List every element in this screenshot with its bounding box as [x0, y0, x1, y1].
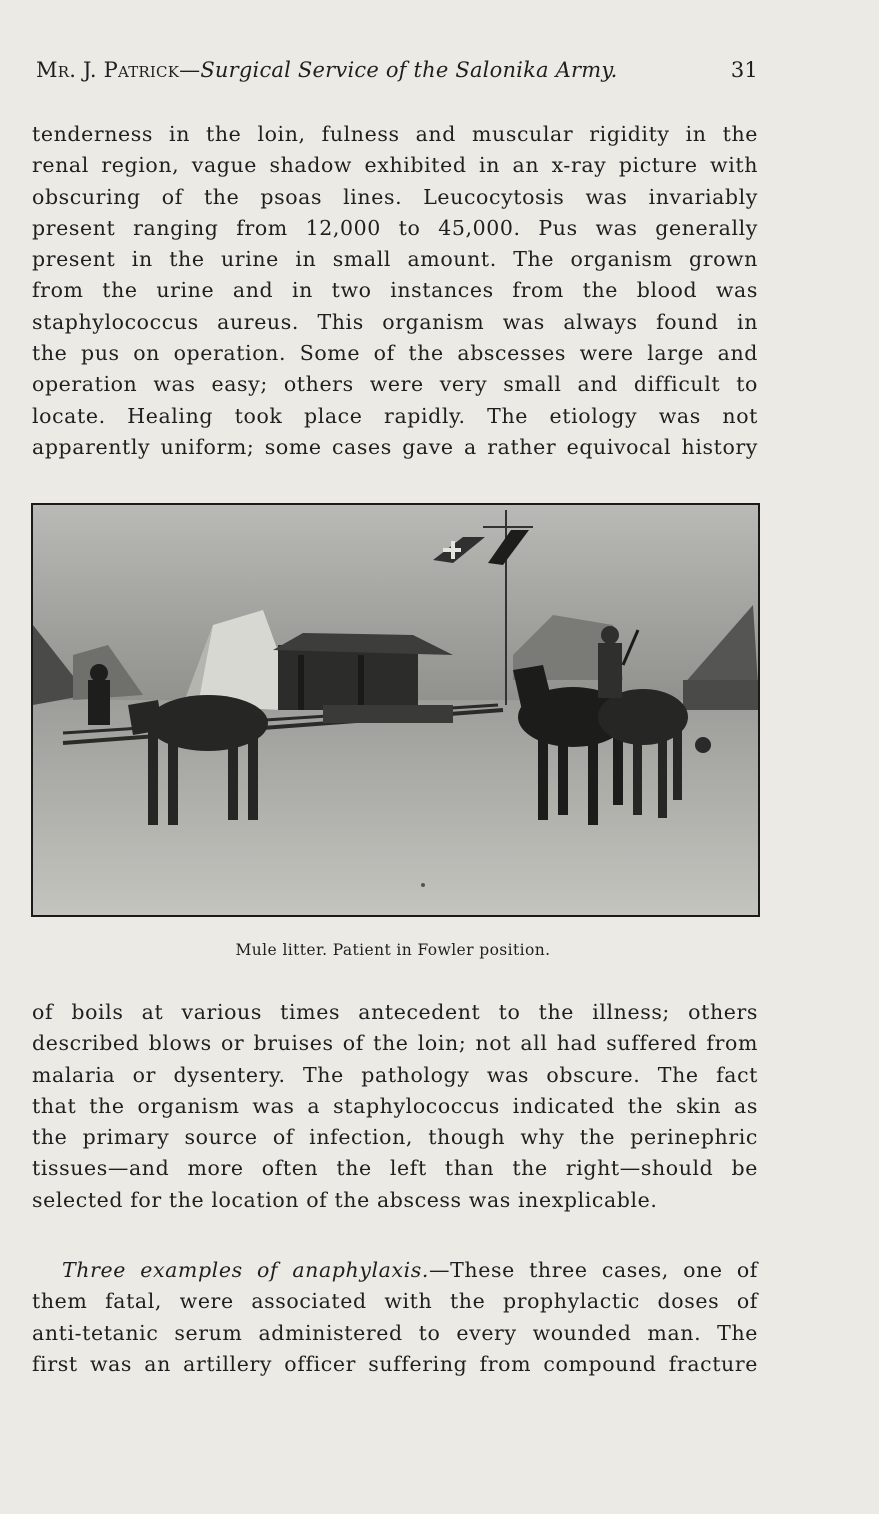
text-line: operation was easy; others were very small and difficult to	[32, 372, 758, 397]
text-line: malaria or dysentery. The pathology was obscure. The fact	[32, 1062, 758, 1087]
text-line	[32, 1255, 758, 1286]
text-line: anti-tetanic serum administered to every wounded man. The	[32, 1320, 758, 1345]
text-line: selected for the location of the abscess was inexplicable.	[32, 1187, 658, 1212]
author-name: Mr. J. Patrick	[36, 58, 180, 82]
text-line: of boils at various times antecedent to the illness; others	[32, 1000, 758, 1024]
text-line: tenderness in the loin, fulness and muscular rigidity in the	[32, 122, 758, 146]
paragraph-top	[32, 119, 758, 463]
heading-dash: —	[429, 1258, 451, 1282]
text-line: staphylococcus aureus. This organism was always found in	[32, 309, 758, 334]
text-line: the primary source of infection, though why the perinephric	[32, 1125, 758, 1150]
text-line: present ranging from 12,000 to 45,000. Pus was generally	[32, 215, 758, 240]
litter-stretcher	[323, 705, 453, 723]
rider	[598, 643, 622, 698]
text-line: apparently uniform; some cases gave a rather equivocal history	[32, 434, 758, 459]
paragraph-middle	[32, 997, 758, 1216]
text-line: first was an artillery officer suffering from compound fracture	[32, 1351, 758, 1376]
text-line: described blows or bruises of the loin; not all had suffered from	[32, 1031, 758, 1056]
text-line: tissues—and more often the left than the right—should be	[32, 1156, 758, 1181]
section-heading: Three examples of anaphylaxis.	[62, 1258, 430, 1282]
page-number: 31	[730, 58, 758, 82]
photograph-mule-litter	[31, 503, 760, 917]
running-head	[36, 58, 758, 82]
handler-left	[88, 680, 110, 725]
paragraph-bottom	[32, 1255, 758, 1380]
text-line: the pus on operation. Some of the abscesses were large and	[32, 341, 758, 366]
text-line: from the urine and in two instances from the blood was	[32, 278, 758, 303]
title-separator: —	[179, 58, 201, 82]
article-title: Surgical Service of the Salonika Army.	[200, 58, 618, 82]
text-line: present in the urine in small amount. The organism grown	[32, 247, 758, 272]
text-line: renal region, vague shadow exhibited in an x-ray picture with	[32, 153, 758, 178]
text-line: locate. Healing took place rapidly. The etiology was not	[32, 403, 758, 428]
text-line: obscuring of the psoas lines. Leucocytosis was invariably	[32, 184, 758, 209]
figure-caption: Mule litter. Patient in Fowler position.	[235, 941, 551, 959]
text-line: them fatal, were associated with the prophylactic doses of	[32, 1289, 758, 1314]
text-line: that the organism was a staphylococcus indicated the skin as	[32, 1093, 758, 1118]
heading-rest: These three cases, one of	[450, 1258, 758, 1282]
running-head-title	[36, 58, 617, 82]
